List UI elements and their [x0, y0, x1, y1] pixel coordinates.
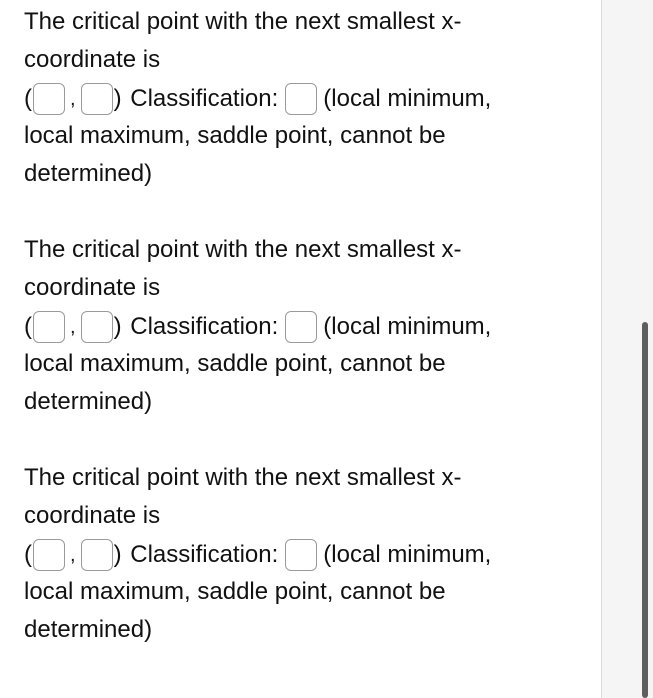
answer-row: [24, 535, 584, 573]
question-block: [24, 3, 584, 193]
y-coordinate-input[interactable]: [81, 311, 113, 343]
vertical-scrollbar[interactable]: [642, 322, 648, 698]
prompt-text: The critical point with the next smallest x-: [24, 464, 462, 491]
options-text: (local minimum,: [323, 312, 492, 340]
close-paren: ): [113, 540, 122, 568]
options-text: local maximum, saddle point, cannot be: [24, 350, 446, 377]
options-text: determined): [24, 160, 153, 187]
comma: ,: [70, 87, 76, 110]
question-block: [24, 459, 584, 649]
comma: ,: [70, 315, 76, 338]
x-coordinate-input[interactable]: [33, 539, 65, 571]
classification-input[interactable]: [285, 539, 317, 571]
y-coordinate-input[interactable]: [81, 539, 113, 571]
options-text: local maximum, saddle point, cannot be: [24, 578, 446, 605]
prompt-text: coordinate is: [24, 274, 161, 301]
options-text: determined): [24, 616, 153, 643]
close-paren: ): [113, 84, 122, 112]
prompt-text: The critical point with the next smallest x-: [24, 236, 462, 263]
x-coordinate-input[interactable]: [33, 83, 65, 115]
answer-row: [24, 307, 584, 345]
classification-label: Classification:: [130, 540, 279, 568]
classification-label: Classification:: [130, 312, 279, 340]
options-text: (local minimum,: [323, 540, 492, 568]
open-paren: (: [24, 312, 32, 340]
open-paren: (: [24, 84, 32, 112]
classification-input[interactable]: [285, 311, 317, 343]
options-text: local maximum, saddle point, cannot be: [24, 122, 446, 149]
prompt-text: The critical point with the next smallest x-: [24, 8, 462, 35]
prompt-text: coordinate is: [24, 502, 161, 529]
open-paren: (: [24, 540, 32, 568]
close-paren: ): [113, 312, 122, 340]
x-coordinate-input[interactable]: [33, 311, 65, 343]
y-coordinate-input[interactable]: [81, 83, 113, 115]
prompt-text: coordinate is: [24, 46, 161, 73]
classification-input[interactable]: [285, 83, 317, 115]
question-block: [24, 231, 584, 421]
options-text: determined): [24, 388, 153, 415]
options-text: (local minimum,: [323, 84, 492, 112]
answer-row: [24, 79, 584, 117]
classification-label: Classification:: [130, 84, 279, 112]
comma: ,: [70, 543, 76, 566]
